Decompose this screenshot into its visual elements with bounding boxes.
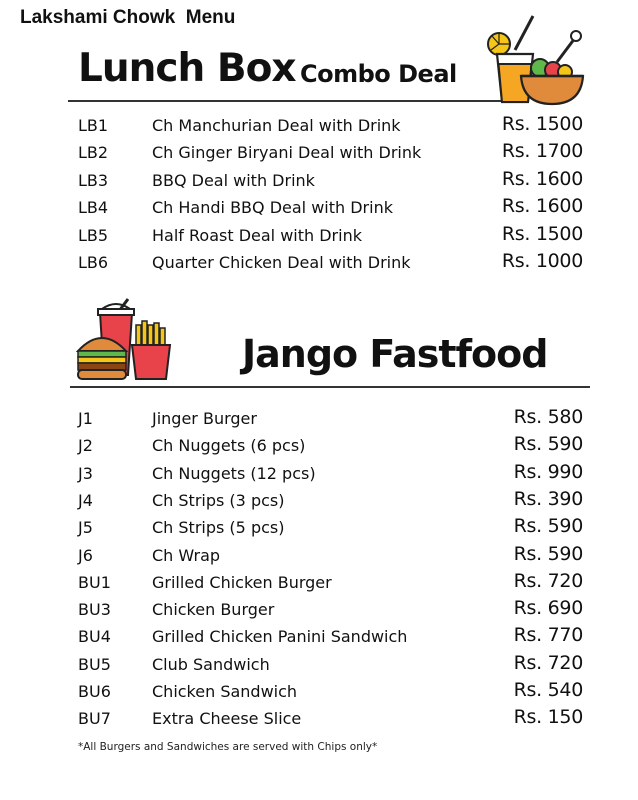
menu-item-price: Rs. 580 — [513, 406, 583, 428]
menu-item-row — [78, 651, 583, 679]
menu-item-name: Grilled Chicken Burger — [152, 572, 332, 592]
menu-item-name: Extra Cheese Slice — [152, 709, 302, 729]
menu-item-row — [78, 515, 583, 542]
menu-item-row — [78, 406, 583, 433]
menu-item-price: Rs. 390 — [513, 487, 583, 510]
menu-item-price: Rs. 1500 — [501, 113, 583, 135]
menu-item-code: LB2 — [78, 143, 109, 163]
menu-item-row — [78, 250, 583, 277]
menu-item-name: Ch Strips (5 pcs) — [152, 518, 285, 538]
menu-item-price: Rs. 540 — [513, 679, 583, 701]
menu-item-price: Rs. 150 — [513, 706, 583, 729]
menu-item-price: Rs. 1700 — [501, 140, 583, 163]
menu-item-code: BU3 — [78, 600, 111, 620]
menu-item-name: Ch Ginger Biryani Deal with Drink — [152, 143, 422, 163]
menu-item-name: Ch Strips (3 pcs) — [152, 490, 285, 510]
lunch-box-subtitle: Combo Deal — [300, 60, 457, 88]
menu-item-price: Rs. 690 — [513, 597, 583, 620]
menu-item-name: Ch Handi BBQ Deal with Drink — [152, 198, 393, 218]
menu-item-row — [78, 433, 583, 460]
lunch-box-title: Lunch Box — [78, 46, 296, 91]
footnote: *All Burgers and Sandwiches are served with Chips only* — [78, 741, 378, 753]
menu-item-code: LB6 — [78, 253, 109, 272]
menu-item-name: Jinger Burger — [152, 409, 257, 428]
menu-item-name: Ch Manchurian Deal with Drink — [152, 116, 401, 135]
menu-item-price: Rs. 720 — [513, 569, 583, 592]
menu-item-price: Rs. 1600 — [501, 167, 583, 190]
menu-item-code: LB3 — [78, 170, 109, 190]
menu-item-row — [78, 597, 583, 624]
menu-item-row — [78, 140, 583, 167]
menu-item-price: Rs. 990 — [513, 460, 583, 483]
menu-item-row — [78, 569, 583, 597]
menu-item-row — [78, 460, 583, 488]
menu-item-code: J2 — [78, 436, 93, 456]
menu-item-code: BU6 — [78, 682, 111, 701]
menu-item-row — [78, 487, 583, 515]
menu-item-row — [78, 706, 583, 733]
menu-item-name: Ch Nuggets (6 pcs) — [152, 436, 306, 456]
menu-item-code: LB4 — [78, 198, 109, 218]
menu-item-name: Ch Wrap — [152, 545, 221, 565]
menu-item-name: Quarter Chicken Deal with Drink — [152, 253, 411, 272]
menu-item-name: Chicken Sandwich — [152, 682, 298, 701]
jango-fastfood-title: Jango Fastfood — [242, 332, 548, 376]
menu-item-name: Grilled Chicken Panini Sandwich — [152, 627, 408, 647]
menu-item-row — [78, 222, 583, 250]
menu-item-name: BBQ Deal with Drink — [152, 170, 315, 190]
lunch-box-divider — [68, 100, 523, 102]
menu-item-name: Chicken Burger — [152, 600, 275, 620]
menu-item-row — [78, 624, 583, 651]
menu-item-price: Rs. 1000 — [501, 250, 583, 272]
menu-item-price: Rs. 1600 — [501, 195, 583, 218]
menu-item-code: BU7 — [78, 709, 111, 729]
menu-item-code: LB1 — [78, 116, 109, 135]
menu-item-name: Club Sandwich — [152, 654, 270, 674]
menu-item-code: BU4 — [78, 627, 111, 647]
menu-item-price: Rs. 720 — [513, 651, 583, 674]
menu-item-code: J3 — [78, 463, 93, 483]
menu-item-price: Rs. 590 — [513, 515, 583, 538]
menu-item-code: BU1 — [78, 572, 111, 592]
drink-and-salad-bowl-icon — [485, 12, 585, 107]
menu-item-price: Rs. 1500 — [501, 222, 583, 245]
menu-item-code: LB5 — [78, 225, 109, 245]
menu-item-row — [78, 113, 583, 140]
menu-item-code: J6 — [78, 545, 93, 565]
page-title: Lakshami Chowk Menu — [20, 7, 236, 28]
menu-item-price: Rs. 590 — [513, 433, 583, 456]
jango-fastfood-divider — [70, 386, 590, 388]
menu-item-row — [78, 167, 583, 195]
menu-item-row — [78, 542, 583, 570]
menu-item-price: Rs. 590 — [513, 542, 583, 565]
menu-item-row — [78, 195, 583, 222]
menu-item-code: J5 — [78, 518, 93, 538]
menu-item-code: J4 — [78, 490, 93, 510]
menu-item-name: Ch Nuggets (12 pcs) — [152, 463, 316, 483]
burger-fries-soda-icon — [76, 295, 176, 390]
menu-item-price: Rs. 770 — [513, 624, 583, 647]
menu-item-code: J1 — [78, 409, 93, 428]
menu-item-code: BU5 — [78, 654, 111, 674]
menu-item-name: Half Roast Deal with Drink — [152, 225, 362, 245]
menu-item-row — [78, 679, 583, 706]
